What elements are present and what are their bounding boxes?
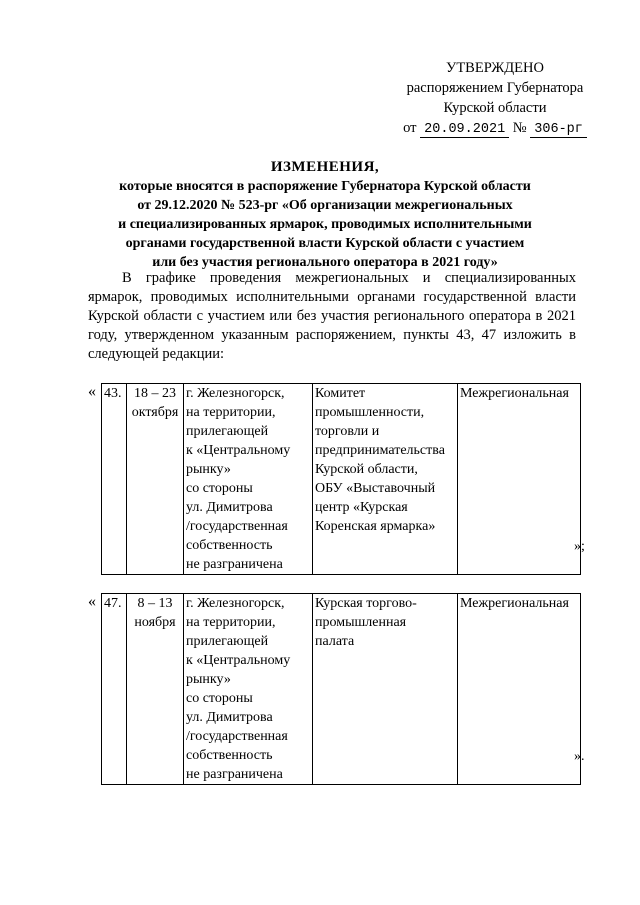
entry1-table [101,383,581,575]
approval-line3: Курской области [443,100,547,116]
entry1-number: 43. [102,384,127,575]
entry1-place-line: собственность [186,538,273,553]
approval-date: 20.09.2021 [420,122,509,138]
entry1-org-line: промышленности, [315,405,425,420]
entry2-date-line1: 8 – 13 [137,596,173,611]
body-paragraph: В графике проведения межрегиональных и специализированных ярмарок, проводимых исполнительными органами государственной власти Курской области с участием или без участия регионального оператора в 2021 году, утвержденном указанным распоряжением, пункты 43, 47 изложить в следующей редакции: [88,270,576,362]
entry1-place-line: /государственная [186,519,288,534]
entry2-close: ». [574,749,585,764]
entry2-place-line: к «Центральному [186,653,291,668]
entry1-org-line: предпринимательства [315,443,445,458]
entry1-date [127,384,184,575]
entry1-place-line: прилегающей [186,424,269,439]
entry1-org-line: Курской области, [315,462,418,477]
approval-date-line [385,118,605,140]
entry2-type: Межрегиональная [458,594,581,785]
entry1-close: »; [574,539,585,554]
title-line5: или без участия регионального оператора в 2021 году» [152,255,498,270]
number-prefix: № [512,120,527,136]
approval-number: 306-рг [530,122,587,138]
entry2-organizer [313,594,458,785]
entry1-org-line: Коренская ярмарка» [315,519,436,534]
entry1-place-line: ул. Димитрова [186,500,273,515]
entry1-place-line: на территории, [186,405,276,420]
entry2-org-line: Курская торгово- [315,596,417,611]
approval-block [385,58,605,140]
entry2-org-line: промышленная [315,615,407,630]
title-heading: ИЗМЕНЕНИЯ, [270,159,380,175]
title-line1: которые вносятся в распоряжение Губернатора Курской области [119,179,531,194]
entry2-place [184,594,313,785]
entry1-place [184,384,313,575]
document-title [90,158,560,272]
entry2-place-line: рынку» [186,672,231,687]
entry1-organizer [313,384,458,575]
entry2-place-line: со стороны [186,691,253,706]
entry2-date [127,594,184,785]
entry2-open-quote: « [88,593,96,610]
approval-line1: УТВЕРЖДЕНО [446,60,544,76]
entry2-place-line: прилегающей [186,634,269,649]
entry2-place-line: г. Железногорск, [186,596,285,611]
entry1-org-line: торговли и [315,424,380,439]
entry1-org-line: Комитет [315,386,366,401]
title-line4: органами государственной власти Курской области с участием [125,236,525,251]
entry2-date-line2: ноября [134,615,176,630]
entry1-org-line: ОБУ «Выставочный [315,481,436,496]
title-line2: от 29.12.2020 № 523-рг «Об организации межрегиональных [137,198,513,213]
entry1-place-line: рынку» [186,462,231,477]
entry2-place-line: ул. Димитрова [186,710,273,725]
entry1-place-line: к «Центральному [186,443,291,458]
entry1-type: Межрегиональная [458,384,581,575]
entry1-open-quote: « [88,383,96,400]
entry2-number: 47. [102,594,127,785]
entry2-org-line: палата [315,634,355,649]
entry1-date-line2: октября [131,405,179,420]
entry1-place-line: г. Железногорск, [186,386,285,401]
date-prefix: от [403,120,417,136]
entry2-table [101,593,581,785]
entry1-place-line: со стороны [186,481,253,496]
approval-line2: распоряжением Губернатора [406,80,584,96]
entry2-place-line: не разграничена [186,767,283,782]
entry2-place-line: собственность [186,748,273,763]
entry1-org-line: центр «Курская [315,500,408,515]
entry1-date-line1: 18 – 23 [134,386,176,401]
entry2-place-line: на территории, [186,615,276,630]
entry2-place-line: /государственная [186,729,288,744]
entry1-place-line: не разграничена [186,557,283,572]
title-line3: и специализированных ярмарок, проводимых исполнительными [118,217,532,232]
